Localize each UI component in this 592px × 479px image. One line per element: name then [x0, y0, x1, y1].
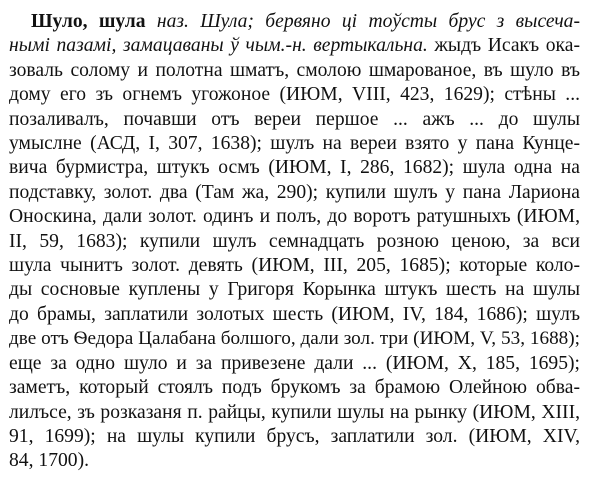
entry-line-16: заметъ, который стоялъ подъ брукомъ за брамою Олейною обва-	[9, 377, 580, 399]
entry-line-13: до брамы, заплатили золотых шесть (ИЮМ, IV, 184, 1686); шулъ	[9, 303, 580, 325]
entry-line-4: дому его зъ огнемъ угожоное (ИЮМ, VIII, 423, 1629); стѣны ...	[9, 84, 580, 106]
entry-line-14: две отъ Ѳедора Цалабана болшого, дали зол. три (ИЮМ, V, 53, 1688);	[9, 328, 580, 350]
entry-line-15: еще за одно шуло и за привезене дали ... (ИЮМ, X, 185, 1695);	[9, 352, 580, 374]
entry-line-1	[9, 10, 580, 34]
dictionary-entry	[9, 10, 580, 474]
entry-line-3: зоваль солому и полотна шматъ, смолою шмарованое, въ шуло въ	[9, 59, 580, 81]
entry-line-18: 91, 1699); на шулы купили брусъ, заплатили зол. (ИЮМ, XIV,	[9, 425, 580, 447]
quotation-start: жыдъ Исакъ ока-	[434, 35, 580, 57]
entry-line-5: позаливалъ, почавши отъ вереи першое ... ажъ ... до шулы	[9, 108, 580, 130]
entry-line-2	[9, 34, 580, 58]
entry-line-19: 84, 1700).	[9, 450, 90, 472]
entry-line-10: II, 59, 1683); купили шулъ семнадцать розною ценою, за вси	[9, 230, 580, 252]
entry-line-17: лилъсе, зъ розказаня п. райцы, купили шулы на рынку (ИЮМ, XIII,	[9, 401, 580, 423]
gloss-part-1: наз. Шула; бервяно ці тоўсты брус з высеча-	[156, 11, 580, 32]
entry-line-12: ды сосновые куплены у Григоря Корынка штукъ шесть на шулы	[9, 279, 580, 301]
entry-line-6: умыслне (АСД, I, 307, 1638); шулъ на вереи взято у пана Кунце-	[9, 133, 580, 155]
headword: Шуло, шула	[31, 11, 146, 32]
entry-line-8: подставку, золот. два (Там жа, 290); купили шулъ у пана Лариона	[9, 181, 580, 203]
entry-line-11: шула чынитъ золот. девять (ИЮМ, III, 205, 1685); которые коло-	[9, 255, 580, 277]
entry-line-7: вича бурмистра, штукъ осмъ (ИЮМ, I, 286, 1682); шула одна на	[9, 157, 580, 179]
entry-line-9: Оноскина, дали золот. одинъ и полъ, до воротъ ратушныхъ (ИЮМ,	[9, 206, 580, 228]
gloss-part-2: нымі пазамі, замацаваны ў чым.-н. вертыкальна.	[9, 35, 428, 57]
